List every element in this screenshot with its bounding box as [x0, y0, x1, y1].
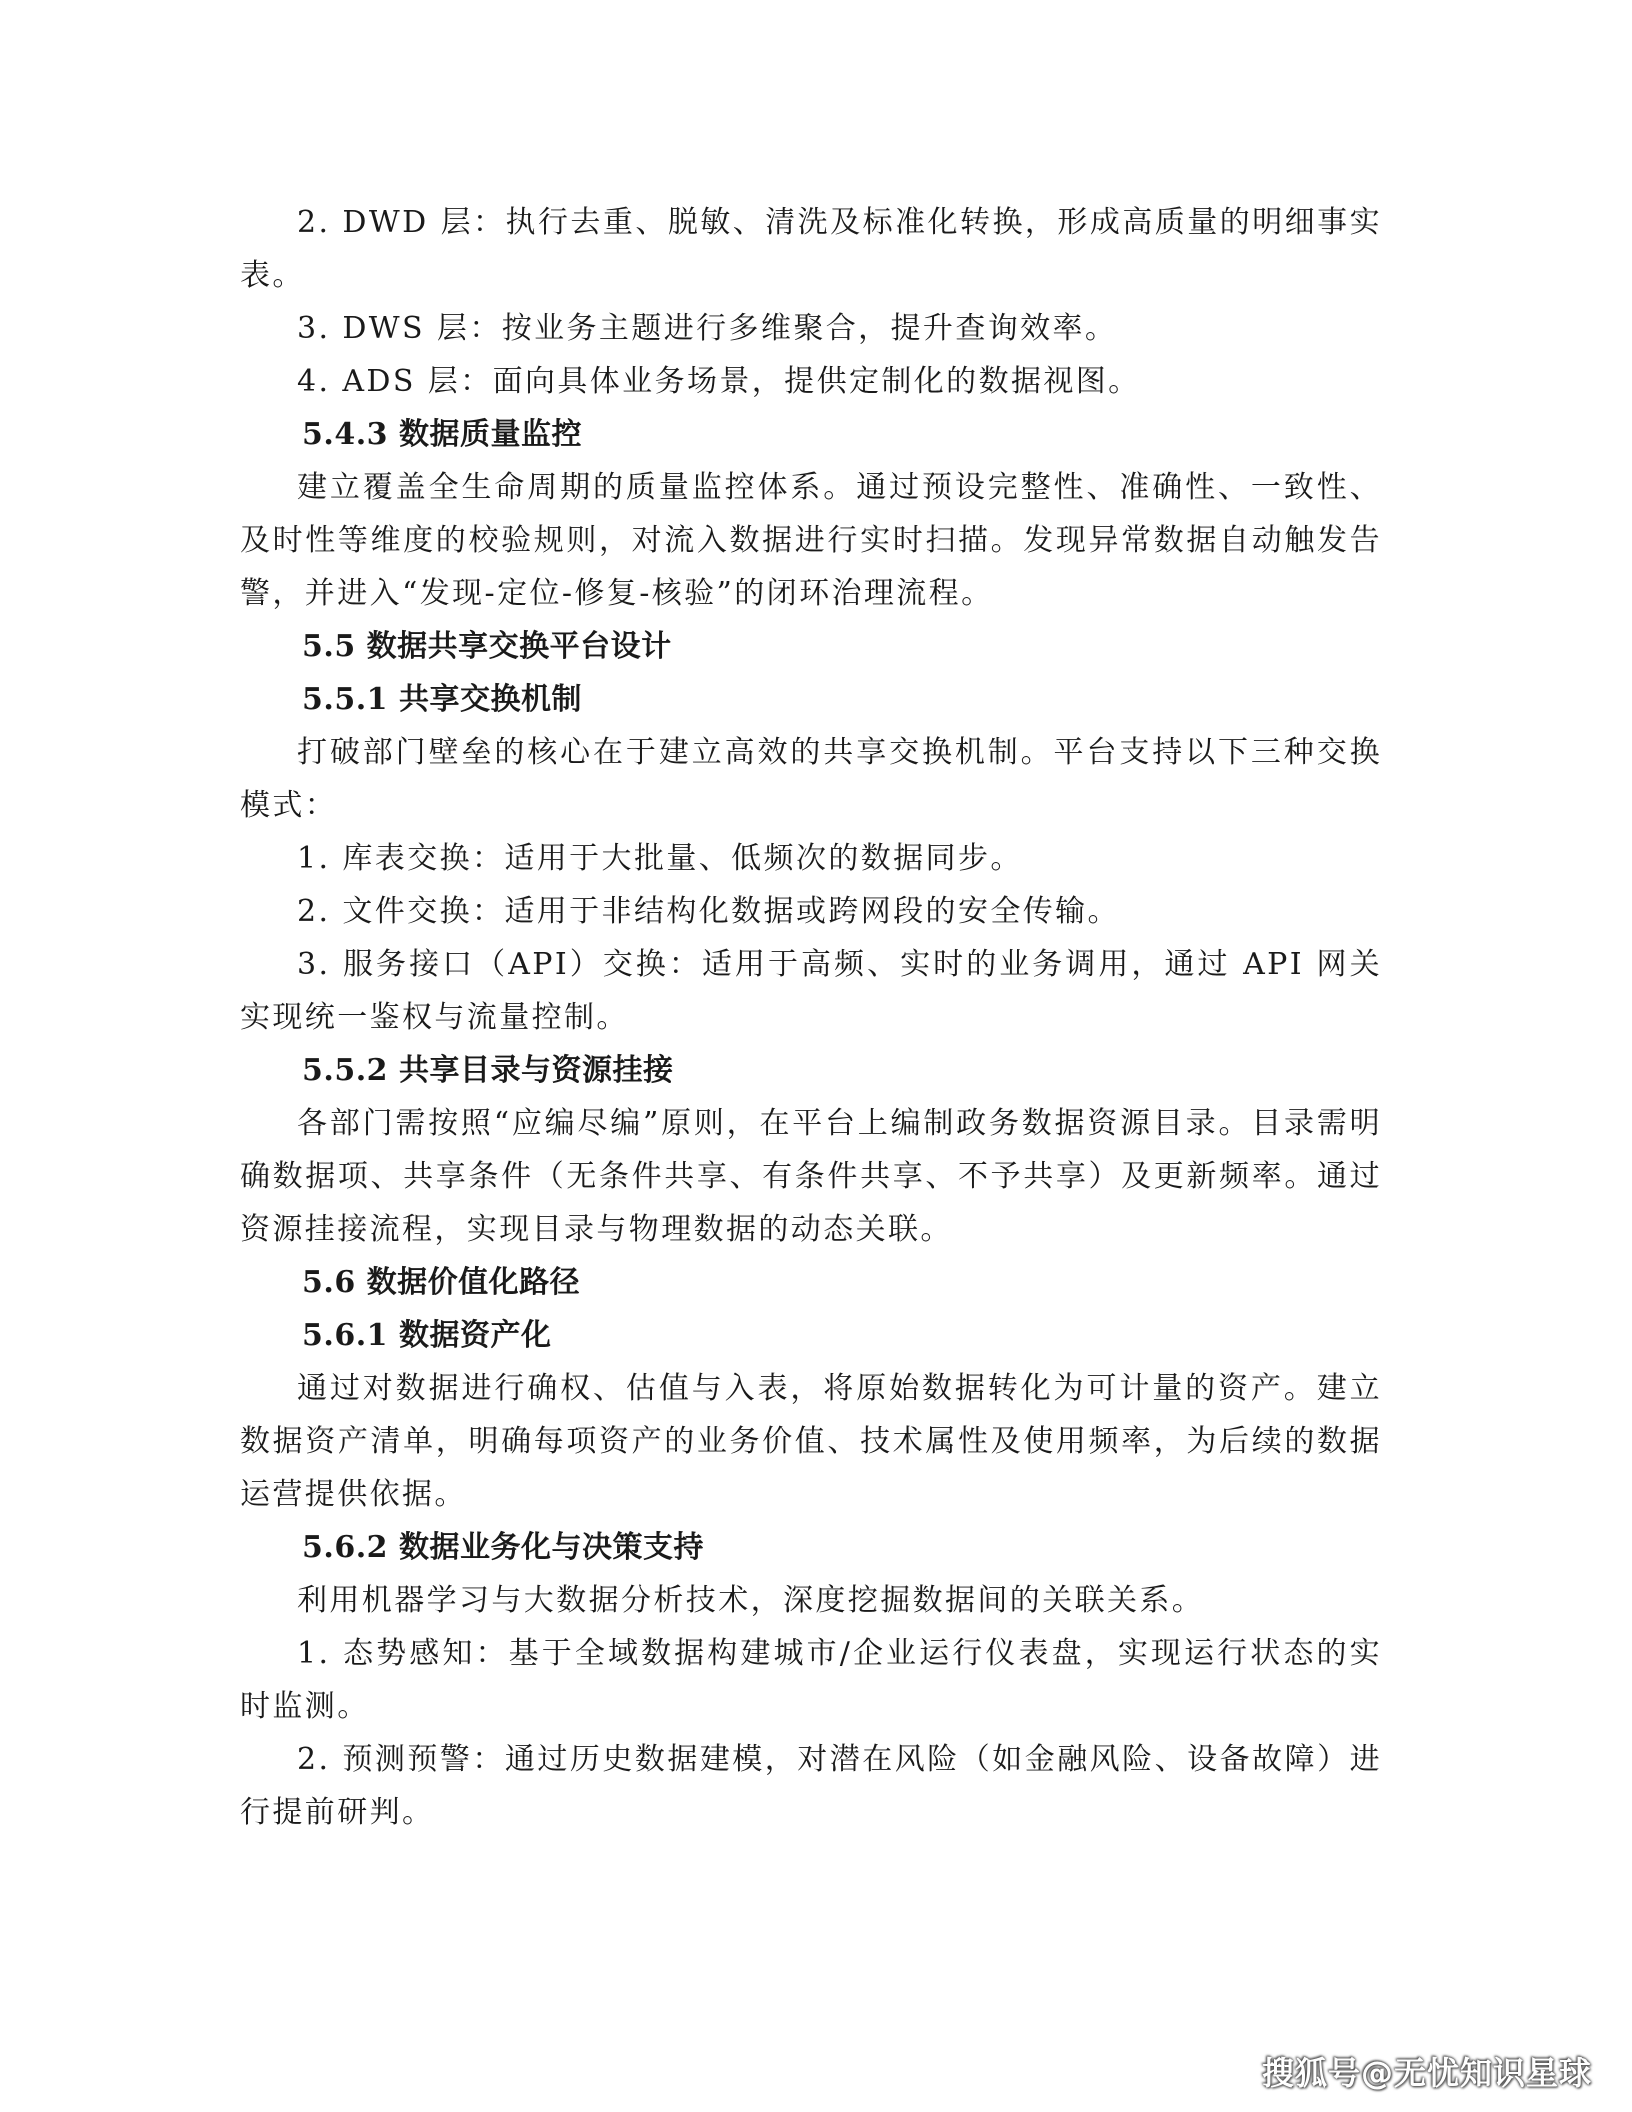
paragraph-quality-monitoring: 建立覆盖全生命周期的质量监控体系。通过预设完整性、准确性、一致性、及时性等维度的校验规则，对流入数据进行实时扫描。发现异常数据自动触发告警，并进入“发现-定位-修复-核验”的闭环治理流程。 — [240, 470, 1382, 611]
heading-5-5-1: 5.5.1 共享交换机制 — [302, 682, 582, 717]
heading-5-5-2: 5.5.2 共享目录与资源挂接 — [302, 1053, 674, 1088]
heading-5-5: 5.5 数据共享交换平台设计 — [302, 629, 672, 664]
paragraph-exchange-intro: 打破部门壁垒的核心在于建立高效的共享交换机制。平台支持以下三种交换模式： — [240, 735, 1382, 823]
list-item-prediction-warning: 2. 预测预警：通过历史数据建模，对潜在风险（如金融风险、设备故障）进行提前研判。 — [240, 1742, 1382, 1830]
heading-5-6: 5.6 数据价值化路径 — [302, 1265, 581, 1300]
paragraph-assetization: 通过对数据进行确权、估值与入表，将原始数据转化为可计量的资产。建立数据资产清单，明确每项资产的业务价值、技术属性及使用频率，为后续的数据运营提供依据。 — [240, 1371, 1382, 1512]
watermark: 搜狐号@无忧知识星球 — [1261, 2054, 1592, 2092]
list-item-table-exchange: 1. 库表交换：适用于大批量、低频次的数据同步。 — [297, 841, 1023, 876]
paragraph-ml-analysis: 利用机器学习与大数据分析技术，深度挖掘数据间的关联关系。 — [297, 1583, 1205, 1618]
list-item-situation-awareness: 1. 态势感知：基于全域数据构建城市/企业运行仪表盘，实现运行状态的实时监测。 — [240, 1636, 1382, 1724]
list-item-api-exchange: 3. 服务接口（API）交换：适用于高频、实时的业务调用，通过 API 网关实现统一鉴权与流量控制。 — [240, 947, 1382, 1035]
list-item-ads: 4. ADS 层：面向具体业务场景，提供定制化的数据视图。 — [297, 364, 1141, 399]
heading-5-6-2: 5.6.2 数据业务化与决策支持 — [302, 1530, 704, 1565]
heading-5-4-3: 5.4.3 数据质量监控 — [302, 417, 582, 452]
heading-5-6-1: 5.6.1 数据资产化 — [302, 1318, 552, 1353]
list-item-dwd: 2. DWD 层：执行去重、脱敏、清洗及标准化转换，形成高质量的明细事实表。 — [240, 205, 1382, 293]
paragraph-catalog: 各部门需按照“应编尽编”原则，在平台上编制政务数据资源目录。目录需明确数据项、共享条件（无条件共享、有条件共享、不予共享）及更新频率。通过资源挂接流程，实现目录与物理数据的动态关联。 — [240, 1106, 1382, 1247]
list-item-file-exchange: 2. 文件交换：适用于非结构化数据或跨网段的安全传输。 — [297, 894, 1120, 929]
document-body — [240, 196, 1382, 1839]
list-item-dws: 3. DWS 层：按业务主题进行多维聚合，提升查询效率。 — [297, 311, 1118, 346]
